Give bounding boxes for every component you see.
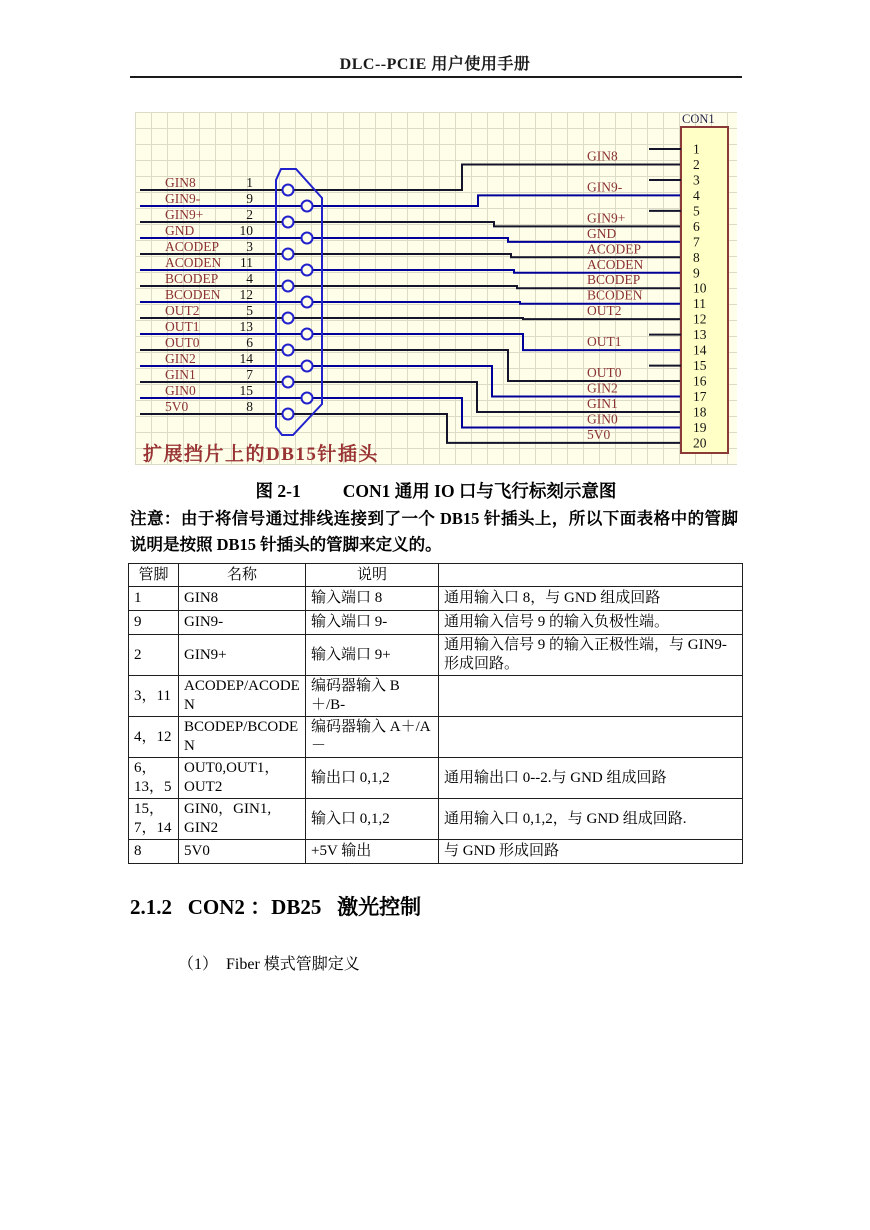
table-cell: 输入口 0,1,2 — [306, 799, 439, 840]
db15-pin-label: OUT2 — [165, 303, 200, 318]
db15-pin-number: 7 — [246, 367, 253, 382]
db15-pin-label: GIN1 — [165, 367, 196, 382]
con1-pin-number: 15 — [693, 358, 707, 374]
con1-wire-label: GND — [587, 225, 617, 241]
table-cell: GIN0，GIN1, GIN2 — [179, 799, 306, 840]
db15-pin-label: GIN2 — [165, 351, 196, 366]
con1-pin-number: 20 — [693, 435, 707, 451]
db15-pin-circle — [283, 249, 294, 260]
db15-pin-number: 4 — [246, 271, 253, 286]
db15-pin-circle — [283, 217, 294, 228]
figure-caption — [130, 478, 742, 503]
con1-pin-number: 10 — [693, 280, 707, 296]
db15-pin-label: GIN8 — [165, 175, 196, 190]
table-cell: 1 — [129, 587, 179, 611]
table-header-cell: 管脚 — [129, 564, 179, 587]
db15-pin-circle — [283, 345, 294, 356]
con1-wire-label: GIN1 — [587, 395, 618, 411]
db15-pin-number: 6 — [246, 335, 253, 350]
table-header-cell: 名称 — [179, 564, 306, 587]
table-cell: 9 — [129, 611, 179, 635]
con1-pin-number: 7 — [693, 234, 700, 250]
con1-wire-label: GIN9+ — [587, 210, 626, 226]
con1-pin-number: 17 — [693, 389, 707, 405]
db15-con1-svg — [135, 112, 737, 465]
con1-wire — [307, 195, 681, 206]
table-cell: 与 GND 形成回路 — [439, 840, 743, 864]
con1-wire-label: GIN9- — [587, 179, 623, 195]
db15-pin-number: 11 — [240, 255, 253, 270]
section-heading: 2.1.2 CON2 ：DB25 激光控制 — [130, 895, 422, 919]
figure-title: CON1 通用 IO 口与飞行标刻示意图 — [342, 481, 617, 501]
table-row — [129, 717, 743, 758]
con1-wire — [307, 334, 681, 350]
table-cell: 6，13，5 — [129, 758, 179, 799]
table-cell: ACODEP/ACODEN — [179, 676, 306, 717]
db15-pin-circle — [283, 377, 294, 388]
db15-pin-circle — [302, 297, 313, 308]
con1-wire-label: GIN0 — [587, 411, 618, 427]
db15-pin-number: 1 — [246, 175, 253, 190]
table-cell: 通用输入信号 9 的输入正极性端，与 GIN9- 形成回路。 — [439, 635, 743, 676]
figure-number: 图 2-1 — [255, 481, 301, 501]
table-cell: 8 — [129, 840, 179, 864]
con1-wire — [288, 318, 681, 319]
db15-pin-number: 5 — [246, 303, 253, 318]
table-cell: BCODEP/BCODEN — [179, 717, 306, 758]
db15-pin-label: GND — [165, 223, 195, 238]
con1-wire-label: GIN8 — [587, 148, 618, 164]
db15-pin-label: OUT1 — [165, 319, 200, 334]
con1-pin-number: 4 — [693, 187, 700, 203]
table-cell: 输入端口 8 — [306, 587, 439, 611]
db15-pin-number: 14 — [239, 351, 253, 366]
db15-pin-number: 13 — [239, 319, 253, 334]
fiber-mode-item: （1） Fiber 模式管脚定义 — [178, 956, 360, 973]
table-cell — [439, 676, 743, 717]
db15-pin-circle — [302, 265, 313, 276]
table-cell: 5V0 — [179, 840, 306, 864]
con1-wire-label: GIN2 — [587, 380, 618, 396]
header-rule — [130, 76, 742, 78]
table-cell: 输入端口 9+ — [306, 635, 439, 676]
table-cell: 4，12 — [129, 717, 179, 758]
con1-pin-number: 12 — [693, 311, 707, 327]
con1-pin-number: 6 — [693, 218, 700, 234]
db15-pin-circle — [302, 393, 313, 404]
table-row — [129, 676, 743, 717]
table-cell: 3，11 — [129, 676, 179, 717]
db15-pin-number: 8 — [246, 399, 253, 414]
con1-pin-number: 19 — [693, 419, 707, 435]
table-cell: GIN9+ — [179, 635, 306, 676]
table-header-cell — [439, 564, 743, 587]
con1-wire-label: OUT0 — [587, 365, 622, 381]
con1-wire-label: BCODEN — [587, 287, 643, 303]
table-cell: 通用输入口 0,1,2，与 GND 组成回路. — [439, 799, 743, 840]
con1-pin-number: 1 — [693, 141, 700, 157]
con1-designator: CON1 — [682, 112, 715, 126]
table-row — [129, 758, 743, 799]
db15-pin-circle — [283, 409, 294, 420]
con1-wire-label: ACODEP — [587, 241, 642, 257]
con1-wire-label: OUT1 — [587, 334, 622, 350]
db15-pin-number: 3 — [246, 239, 253, 254]
table-cell — [439, 717, 743, 758]
db15-pin-circle — [302, 329, 313, 340]
table-row — [129, 635, 743, 676]
table-cell: OUT0,OUT1，OUT2 — [179, 758, 306, 799]
db15-pin-number: 15 — [239, 383, 253, 398]
db15-pin-number: 9 — [246, 191, 253, 206]
db15-pin-label: BCODEN — [165, 287, 221, 302]
con1-pin-number: 11 — [693, 296, 706, 312]
table-cell: GIN9- — [179, 611, 306, 635]
con1-pin-number: 5 — [693, 203, 700, 219]
con1-pin-number: 14 — [693, 342, 707, 358]
con1-wire-label: BCODEP — [587, 272, 641, 288]
con1-wire-label: ACODEN — [587, 256, 644, 272]
table-cell: 输出口 0,1,2 — [306, 758, 439, 799]
con1-pin-number: 2 — [693, 156, 700, 172]
con1-wiring-diagram — [135, 112, 737, 465]
table-cell: 编码器输入 B＋/B- — [306, 676, 439, 717]
table-cell: +5V 输出 — [306, 840, 439, 864]
table-cell: 编码器输入 A＋/A－ — [306, 717, 439, 758]
con1-wire-label: 5V0 — [587, 426, 611, 442]
con1-pin-number: 3 — [693, 172, 700, 188]
db15-pin-number: 12 — [239, 287, 253, 302]
db15-pin-circle — [302, 233, 313, 244]
table-cell: 15，7，14 — [129, 799, 179, 840]
db15-connector-caption: 扩展挡片上的DB15针插头 — [143, 444, 379, 465]
db15-pin-circle — [302, 361, 313, 372]
table-row — [129, 611, 743, 635]
table-cell: 2 — [129, 635, 179, 676]
db15-pin-label: GIN9- — [165, 191, 201, 206]
db15-pin-label: ACODEP — [165, 239, 220, 254]
con1-wire-label: OUT2 — [587, 303, 622, 319]
table-row — [129, 840, 743, 864]
table-cell: GIN8 — [179, 587, 306, 611]
table-row — [129, 799, 743, 840]
con1-pin-number: 18 — [693, 404, 707, 420]
db15-pin-number: 2 — [246, 207, 253, 222]
db15-pin-label: BCODEP — [165, 271, 219, 286]
db15-pin-label: GIN9+ — [165, 207, 204, 222]
table-cell: 输入端口 9- — [306, 611, 439, 635]
con1-pin-number: 9 — [693, 265, 700, 281]
db15-pin-label: GIN0 — [165, 383, 196, 398]
pin-definition-table — [128, 563, 743, 864]
table-header-row — [129, 564, 743, 587]
db15-pin-label: OUT0 — [165, 335, 200, 350]
table-row — [129, 587, 743, 611]
db15-pin-circle — [283, 185, 294, 196]
db15-pin-circle — [283, 313, 294, 324]
con1-pin-number: 13 — [693, 327, 707, 343]
page-header-title: DLC--PCIE 用户使用手册 — [339, 56, 531, 73]
db15-pin-number: 10 — [239, 223, 253, 238]
con1-pin-number: 16 — [693, 373, 707, 389]
db15-pin-label: ACODEN — [165, 255, 222, 270]
table-cell: 通用输入信号 9 的输入负极性端。 — [439, 611, 743, 635]
db15-pin-circle — [283, 281, 294, 292]
table-header-cell: 说明 — [306, 564, 439, 587]
table-cell: 通用输入口 8，与 GND 组成回路 — [439, 587, 743, 611]
con1-pin-number: 8 — [693, 249, 700, 265]
db15-pin-label: 5V0 — [165, 399, 189, 414]
db15-pin-circle — [302, 201, 313, 212]
note-paragraph: 注意：由于将信号通过排线连接到了一个 DB15 针插头上，所以下面表格中的管脚说明是按照 DB15 针插头的管脚来定义的。 — [130, 509, 738, 554]
table-cell: 通用输出口 0--2.与 GND 组成回路 — [439, 758, 743, 799]
